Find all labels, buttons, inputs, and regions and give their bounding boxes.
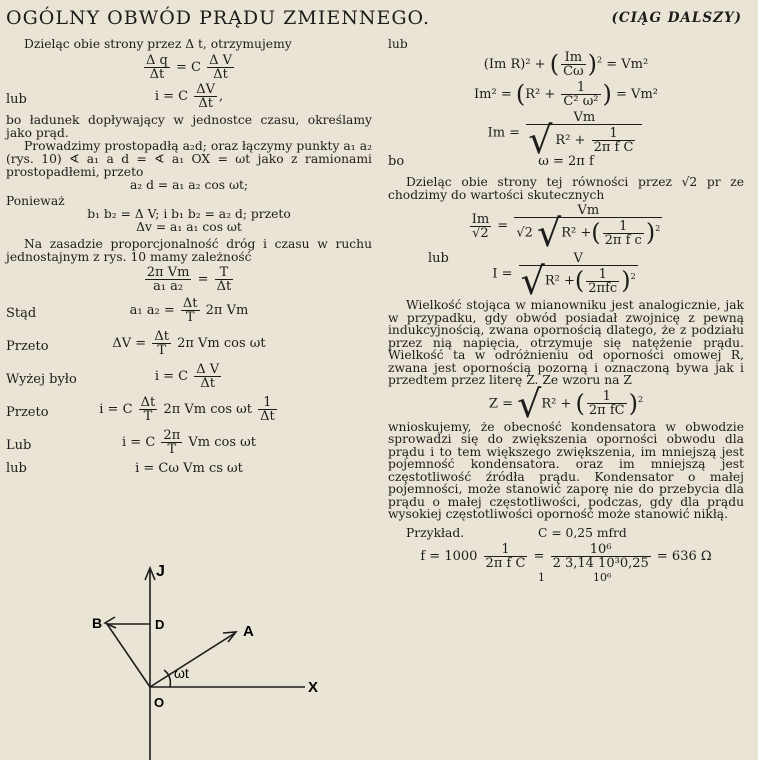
label-x: X [308, 679, 319, 696]
equation-omega: bo ω = 2π f [388, 154, 594, 169]
continued-label: (CIĄG DALSZY) [611, 10, 742, 26]
equation-a2d: a₂ d = a₁ a₂ cos ωt; [129, 178, 249, 192]
angle-arc [164, 670, 170, 687]
equation-z: Z = √R² + ( $\frac{1}{\text{2π fC}}$ )$^2$ [488, 381, 644, 426]
vector-diagram [60, 560, 320, 760]
paragraph-impedance: Wielkość stojąca w mianowniku jest analogicznie, jak w przypadku, gdy obwód posiadał zwojnicę z pewną indukcyjnością, zwana opornością dlatego, że z podziału przez nią napięcia, otrzymuje się natężenie prądu. Wielkość ta w odróżnieniu od oporności omowej R, zwana jest opornością pozorną i oznaczoną bywa jak i przedtem przez literę Z. Ze wzoru na Z [388, 298, 744, 387]
equation-i-full: Przeto i = C $\frac{\Delta t}{T}$ 2π Vm cos ωt $\frac{1}{\Delta t}$ [6, 395, 275, 424]
paragraph-perpendicular: Prowadzimy prostopadłą a₂d; oraz łączymy punkty a₁ a₂ (rys. 10) ∢ a₁ a d = ∢ a₁ OX = ωt jako z ramionami prostopadłemi, przeto [6, 139, 372, 179]
equation-dq-dt: $\frac{\text{Δ q}}{\Delta t}$ = C $\frac{\text{Δ V}}{\Delta t}$ [145, 53, 233, 82]
equation-i-2pi: Lub i = C $\frac{2\pi}{T}$ Vm cos ωt [6, 428, 256, 457]
label-j: J [156, 563, 165, 580]
paragraph-charge: bo ładunek dopływający w jednostce czasu, określamy jako prąd. [6, 113, 372, 140]
equation-above: Wyżej było i = C $\frac{\text{Δ V}}{\Delta t}$ [6, 362, 220, 391]
example-row [388, 527, 744, 543]
example-value: C = 0,25 mfrd [538, 525, 627, 540]
vector-a-line [150, 633, 235, 687]
equation-frequency: f = 1000 $\frac{1}{\text{2π f C}}$ = $\frac{\text{10⁶}}{\text{2 3,14 10³0,25}}$ = 636 Ω [420, 541, 712, 571]
equation-imr: (Im R)² + ( $\frac{Im}{C\omega}$ )$^2$ = Vm² [483, 50, 649, 79]
equation-i-cdv: lub i = C $\frac{\Delta V}{\Delta t}$ , [6, 82, 224, 111]
equation-proportion: $\frac{\text{2π Vm}}{\text{a₁ a₂}}$ = $\frac{T}{\Delta t}$ [146, 265, 232, 294]
equation-delta-v: Przeto ΔV = $\frac{\Delta t}{T}$ 2π Vm cos ωt [6, 329, 266, 358]
equation-dv: Δv = a₁ a₁ cos ωt [136, 220, 242, 234]
equation-i-cw: lub i = Cω Vm cs ωt [6, 461, 243, 476]
paragraph-since: Ponieważ [6, 194, 65, 208]
equation-im-squared: Im² = (R² + $\frac{1}{\text{C² ω²}}$ ) = Vm² [474, 80, 658, 109]
vector-b-line [107, 624, 150, 687]
equation-im: Im = Vm √ R² + $\frac{1}{\text{2π f C}}$ [388, 111, 744, 155]
b-arrowhead [105, 617, 116, 628]
equation-effective: $\frac{Im}{√2}$ = Vm √2 √R² +( $\frac{1}{\text{2π f c}}$ )$^2$ [471, 203, 661, 255]
label-d: D [155, 617, 165, 632]
cut-off-line: 1 10⁶ [538, 570, 612, 584]
equation-a1a2: Stąd a₁ a₂ = $\frac{\Delta t}{T}$ 2π Vm [6, 296, 249, 325]
page-title: OGÓLNY OBWÓD PRĄDU ZMIENNEGO. [6, 7, 431, 29]
paragraph-proportional: Na zasadzie proporcjonalność dróg i czasu w ruchu jednostajnym z rys. 10 mamy zależność [6, 237, 372, 264]
equation-b1b2: b₁ b₂ = Δ V; i b₁ b₂ = a₂ d; przeto [87, 207, 291, 221]
left-column [6, 38, 372, 475]
paragraph-conclusion: wnioskujemy, że obecność kondensatora w obwodzie sprowadzi się do zwiększenia oporności obwodu dla prądu i to tem większego zwiększenia, im mniejszą jest pojemność kondensatora. oraz im mniejszą jest częstotliwość źródła prądu. Kondensator o małej pojemności, może stanowić zaporę nie do przebycia dla prądu o małej częstotliwości, podczas, gdy dla prądu wysokiej częstotliwości oporność może stanowić nikłą. [388, 419, 744, 521]
label-b: B [92, 615, 103, 631]
label-a: A [243, 623, 254, 640]
label-lub-top: lub [388, 37, 408, 51]
example-label: Przykład. [406, 525, 465, 540]
label-wt: ωt [174, 665, 189, 681]
paragraph-divide: Dzieląc obie strony przez Δ t, otrzymujemy [24, 37, 292, 51]
label-o: O [154, 695, 165, 710]
paragraph-effective: Dzieląc obie strony tej równości przez √2 pr ze chodzimy do wartości skutecznych [388, 175, 744, 202]
equation-i-effective: lub I = V √R² +( $\frac{1}{\text{2πfc}}$ )$^2$ [428, 251, 636, 303]
right-column [388, 37, 744, 584]
